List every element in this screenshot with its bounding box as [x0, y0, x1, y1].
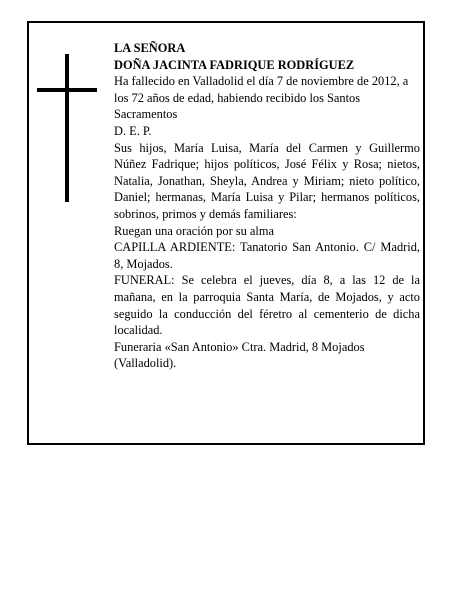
deceased-name: DOÑA JACINTA FADRIQUE RODRÍGUEZ [114, 57, 355, 72]
death-statement: Ha fallecido en Valladolid el día 7 de noviembre de 2012, a los 72 años de edad, habiendo recibido los Santos Sacramentos [114, 74, 409, 122]
cross-vertical-bar [65, 54, 69, 202]
obituary-notice [27, 21, 425, 445]
prayer-request: Ruegan una oración por su alma [114, 223, 274, 238]
dep-line: D. E. P. [114, 123, 152, 138]
cross-icon [37, 54, 97, 202]
funeral-info: FUNERAL: Se celebra el jueves, día 8, a las 12 de la mañana, en la parroquia Santa María, de Mojados, y acto seguido la conducción del féretro al cementerio de dicha localidad. [114, 273, 420, 338]
family-list: Sus hijos, María Luisa, María del Carmen y Guillermo Núñez Fadrique; hijos políticos, José Félix y Rosa; nietos, Natalia, Jonathan, Sheyla, Andrea y Miriam; nieto político, Daniel; hermanas, María Luisa y Pilar; hermanos políticos, sobrinos, primos y demás familiares: [114, 140, 420, 221]
cross-horizontal-bar [37, 88, 97, 92]
chapel-info: CAPILLA ARDIENTE: Tanatorio San Antonio. C/ Madrid, 8, Mojados. [114, 240, 420, 271]
funeral-home-info: Funeraria «San Antonio» Ctra. Madrid, 8 Mojados (Valladolid). [114, 339, 365, 371]
honorific: LA SEÑORA [114, 41, 186, 55]
notice-text [114, 40, 420, 372]
